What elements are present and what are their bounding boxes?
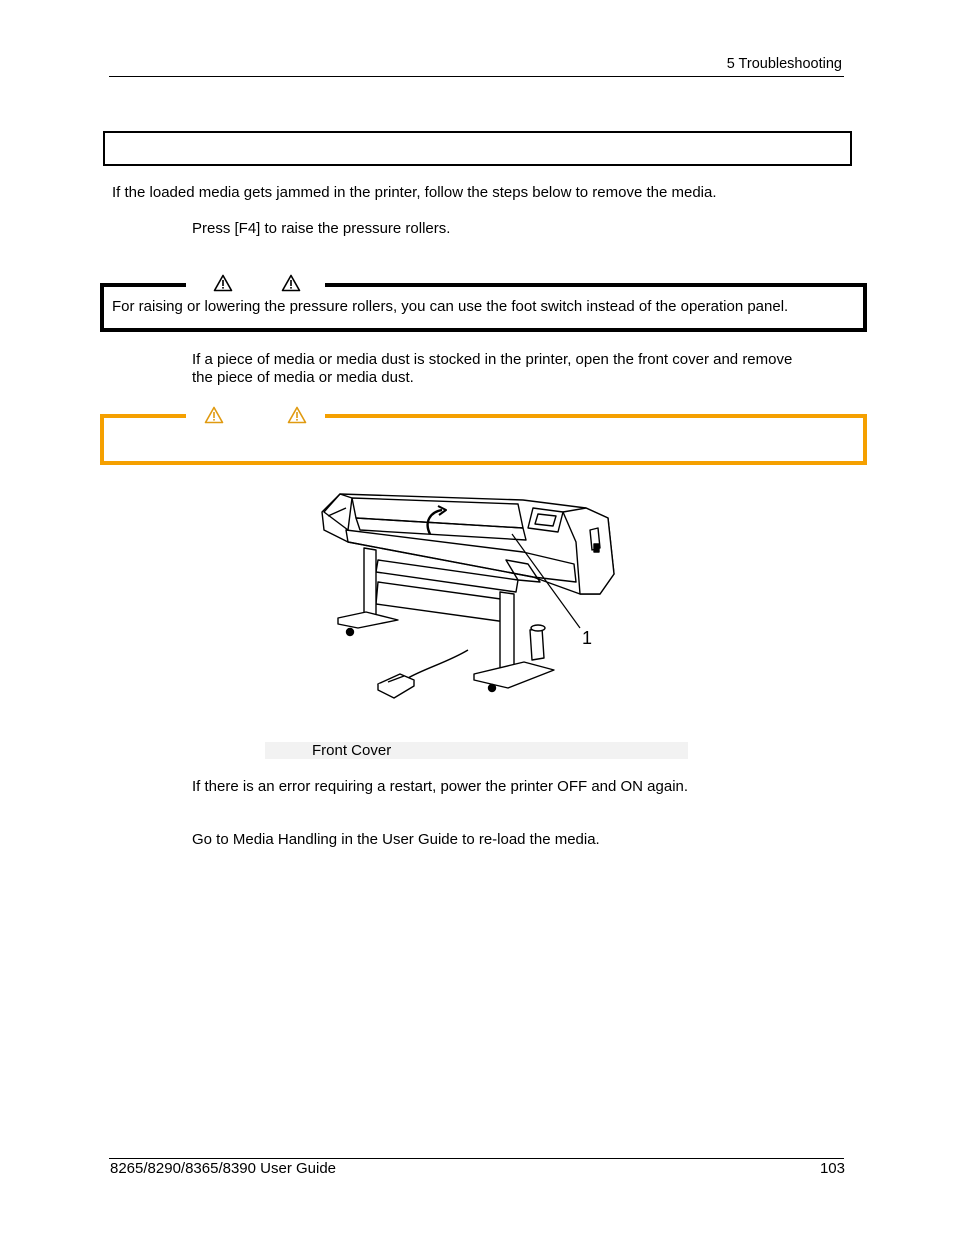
running-header: 5 Troubleshooting (726, 56, 842, 72)
warning-triangle-icon (287, 406, 307, 424)
step-1-text: Press [F4] to raise the pressure rollers. (192, 220, 451, 237)
page-number: 103 (819, 1160, 845, 1177)
note-text: For raising or lowering the pressure rollers, you can use the foot switch instead of the operation panel. (112, 298, 789, 315)
warning-triangle-icon (213, 274, 233, 292)
printer-front-cover-illustration (318, 482, 618, 704)
section-heading-box (103, 131, 852, 166)
warning-triangle-icon (281, 274, 301, 292)
callout-number: 1 (582, 628, 593, 648)
warning-triangle-icon (204, 406, 224, 424)
step-2-line-1: If a piece of media or media dust is stocked in the printer, open the front cover and remove (192, 351, 793, 368)
figure-caption: Front Cover (312, 742, 392, 759)
step-4-text: Go to Media Handling in the User Guide to re-load the media. (192, 831, 600, 848)
step-2-line-2: the piece of media or media dust. (192, 369, 414, 386)
footer-rule (109, 1158, 844, 1159)
caution-tab (186, 404, 325, 424)
note-tab (186, 274, 325, 292)
footer-guide-title: 8265/8290/8365/8390 User Guide (110, 1160, 337, 1177)
step-3-text: If there is an error requiring a restart, power the printer OFF and ON again. (192, 778, 689, 795)
intro-paragraph: If the loaded media gets jammed in the printer, follow the steps below to remove the media. (112, 184, 717, 201)
header-rule (109, 76, 844, 77)
